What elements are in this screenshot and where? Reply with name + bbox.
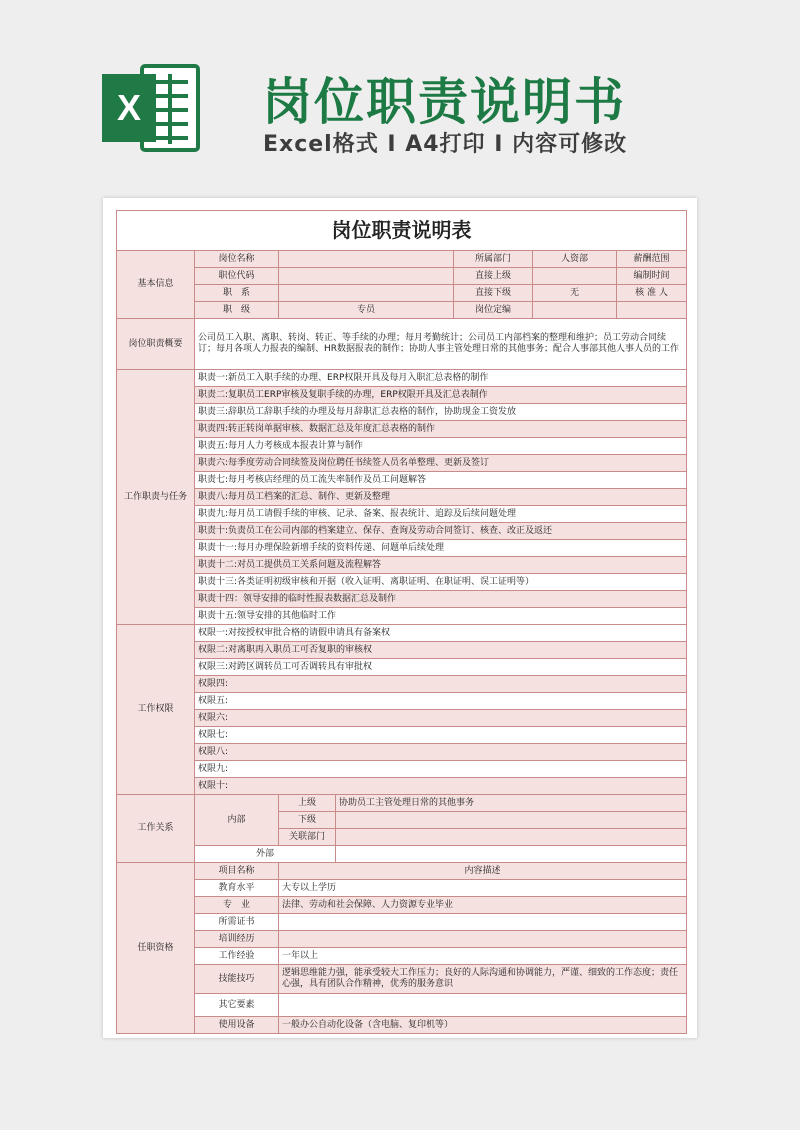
duty-item: 职责十三:各类证明初级审核和开据（收入证明、离职证明、在职证明、误工证明等） xyxy=(195,574,687,591)
relation-text xyxy=(336,829,687,846)
field-label: 职 系 xyxy=(195,285,279,302)
relation-text xyxy=(336,846,687,863)
qualification-text xyxy=(279,914,687,931)
authority-item: 权限十: xyxy=(195,778,687,795)
field-label: 核 准 人 xyxy=(617,285,687,302)
field-label: 编制时间 xyxy=(617,268,687,285)
document-page xyxy=(103,198,697,1038)
section-label: 基本信息 xyxy=(117,251,195,319)
duty-item: 职责三:辞职员工辞职手续的办理及每月辞职汇总表格的制作，协助现金工资发放 xyxy=(195,404,687,421)
job-description-table xyxy=(116,210,687,1034)
relation-external-label: 外部 xyxy=(195,846,336,863)
qualification-label: 技能技巧 xyxy=(195,965,279,994)
section-label: 工作关系 xyxy=(117,795,195,863)
authority-item: 权限四: xyxy=(195,676,687,693)
qualification-label: 使用设备 xyxy=(195,1017,279,1034)
banner-title: 岗位职责说明书 xyxy=(262,73,626,131)
banner-subtitle: Excel格式 I A4打印 I 内容可修改 xyxy=(263,132,628,157)
column-header: 内容描述 xyxy=(279,863,687,880)
qualification-label: 教育水平 xyxy=(195,880,279,897)
authority-item: 权限一:对按授权审批合格的请假申请具有备案权 xyxy=(195,625,687,642)
qualification-label: 工作经验 xyxy=(195,948,279,965)
duty-item: 职责二:复职员工ERP审核及复职手续的办理，ERP权限开具及汇总表制作 xyxy=(195,387,687,404)
duty-item: 职责五:每月人力考核成本报表计算与制作 xyxy=(195,438,687,455)
field-label: 岗位名称 xyxy=(195,251,279,268)
authority-item: 权限八: xyxy=(195,744,687,761)
section-label: 工作权限 xyxy=(117,625,195,795)
duty-item: 职责十:负责员工在公司内部的档案建立、保存、查询及劳动合同签订、核查、改正及返还 xyxy=(195,523,687,540)
authority-item: 权限六: xyxy=(195,710,687,727)
field-value: 无 xyxy=(533,285,617,302)
section-label: 任职资格 xyxy=(117,863,195,1034)
field-value xyxy=(533,268,617,285)
banner xyxy=(0,0,800,190)
sheet-title: 岗位职责说明表 xyxy=(117,211,687,251)
qualification-text xyxy=(279,931,687,948)
field-value xyxy=(533,302,617,319)
duty-item: 职责一:新员工入职手续的办理、ERP权限开具及每月入职汇总表格的制作 xyxy=(195,370,687,387)
field-label: 职 级 xyxy=(195,302,279,319)
relation-text xyxy=(336,812,687,829)
duty-item: 职责十四：领导安排的临时性报表数据汇总及制作 xyxy=(195,591,687,608)
overview-text: 公司员工入职、离职、转岗、转正、等手续的办理；每月考勤统计；公司员工内部档案的整理和维护；员工劳动合同续订；每月各项人力报表的编制、HR数据报表的制作；协助人事主管处理日常的其他事务；配合人事部其他人事人员的工作 xyxy=(195,319,687,370)
field-value xyxy=(279,268,454,285)
authority-item: 权限九: xyxy=(195,761,687,778)
field-label: 职位代码 xyxy=(195,268,279,285)
duty-item: 职责十一:每月办理保险新增手续的资料传递、问题单后续处理 xyxy=(195,540,687,557)
qualification-label: 培训经历 xyxy=(195,931,279,948)
excel-logo-icon xyxy=(100,60,202,156)
qualification-label: 专 业 xyxy=(195,897,279,914)
qualification-text: 大专以上学历 xyxy=(279,880,687,897)
duty-item: 职责十五:领导安排的其他临时工作 xyxy=(195,608,687,625)
field-value xyxy=(279,251,454,268)
field-value: 人资部 xyxy=(533,251,617,268)
qualification-text: 逻辑思维能力强，能承受较大工作压力；良好的人际沟通和协调能力，严谨、细致的工作态度；责任心强，具有团队合作精神，优秀的服务意识 xyxy=(279,965,687,994)
section-label: 工作职责与任务 xyxy=(117,370,195,625)
logo-letter: X xyxy=(116,87,142,128)
field-label: 直接下级 xyxy=(454,285,533,302)
relation-text: 协助员工主管处理日常的其他事务 xyxy=(336,795,687,812)
relation-type-label: 上级 xyxy=(279,795,336,812)
duty-item: 职责八:每月员工档案的汇总、制作、更新及整理 xyxy=(195,489,687,506)
relation-internal-label: 内部 xyxy=(195,795,279,846)
qualification-text: 一年以上 xyxy=(279,948,687,965)
field-value: 专员 xyxy=(279,302,454,319)
qualification-text: 法律、劳动和社会保障、人力资源专业毕业 xyxy=(279,897,687,914)
field-value xyxy=(279,285,454,302)
field-label: 所属部门 xyxy=(454,251,533,268)
section-label: 岗位职责概要 xyxy=(117,319,195,370)
field-label: 薪酬范围 xyxy=(617,251,687,268)
field-label: 岗位定编 xyxy=(454,302,533,319)
qualification-label: 所需证书 xyxy=(195,914,279,931)
duty-item: 职责九:每月员工请假手续的审核、记录、备案、报表统计、追踪及后续问题处理 xyxy=(195,506,687,523)
qualification-text: 一般办公自动化设备（含电脑、复印机等） xyxy=(279,1017,687,1034)
relation-type-label: 下级 xyxy=(279,812,336,829)
field-label: 直接上级 xyxy=(454,268,533,285)
column-header: 项目名称 xyxy=(195,863,279,880)
authority-item: 权限二:对离职再入职员工可否复职的审核权 xyxy=(195,642,687,659)
qualification-label: 其它要素 xyxy=(195,994,279,1017)
duty-item: 职责四:转正转岗单据审核、数据汇总及年度汇总表格的制作 xyxy=(195,421,687,438)
qualification-text xyxy=(279,994,687,1017)
duty-item: 职责十二:对员工提供员工关系问题及流程解答 xyxy=(195,557,687,574)
field-label xyxy=(617,302,687,319)
authority-item: 权限三:对跨区调转员工可否调转具有审批权 xyxy=(195,659,687,676)
relation-type-label: 关联部门 xyxy=(279,829,336,846)
authority-item: 权限五: xyxy=(195,693,687,710)
duty-item: 职责七:每月考核店经理的员工流失率制作及员工问题解答 xyxy=(195,472,687,489)
duty-item: 职责六:每季度劳动合同续签及岗位聘任书续签人员名单整理、更新及签订 xyxy=(195,455,687,472)
authority-item: 权限七: xyxy=(195,727,687,744)
